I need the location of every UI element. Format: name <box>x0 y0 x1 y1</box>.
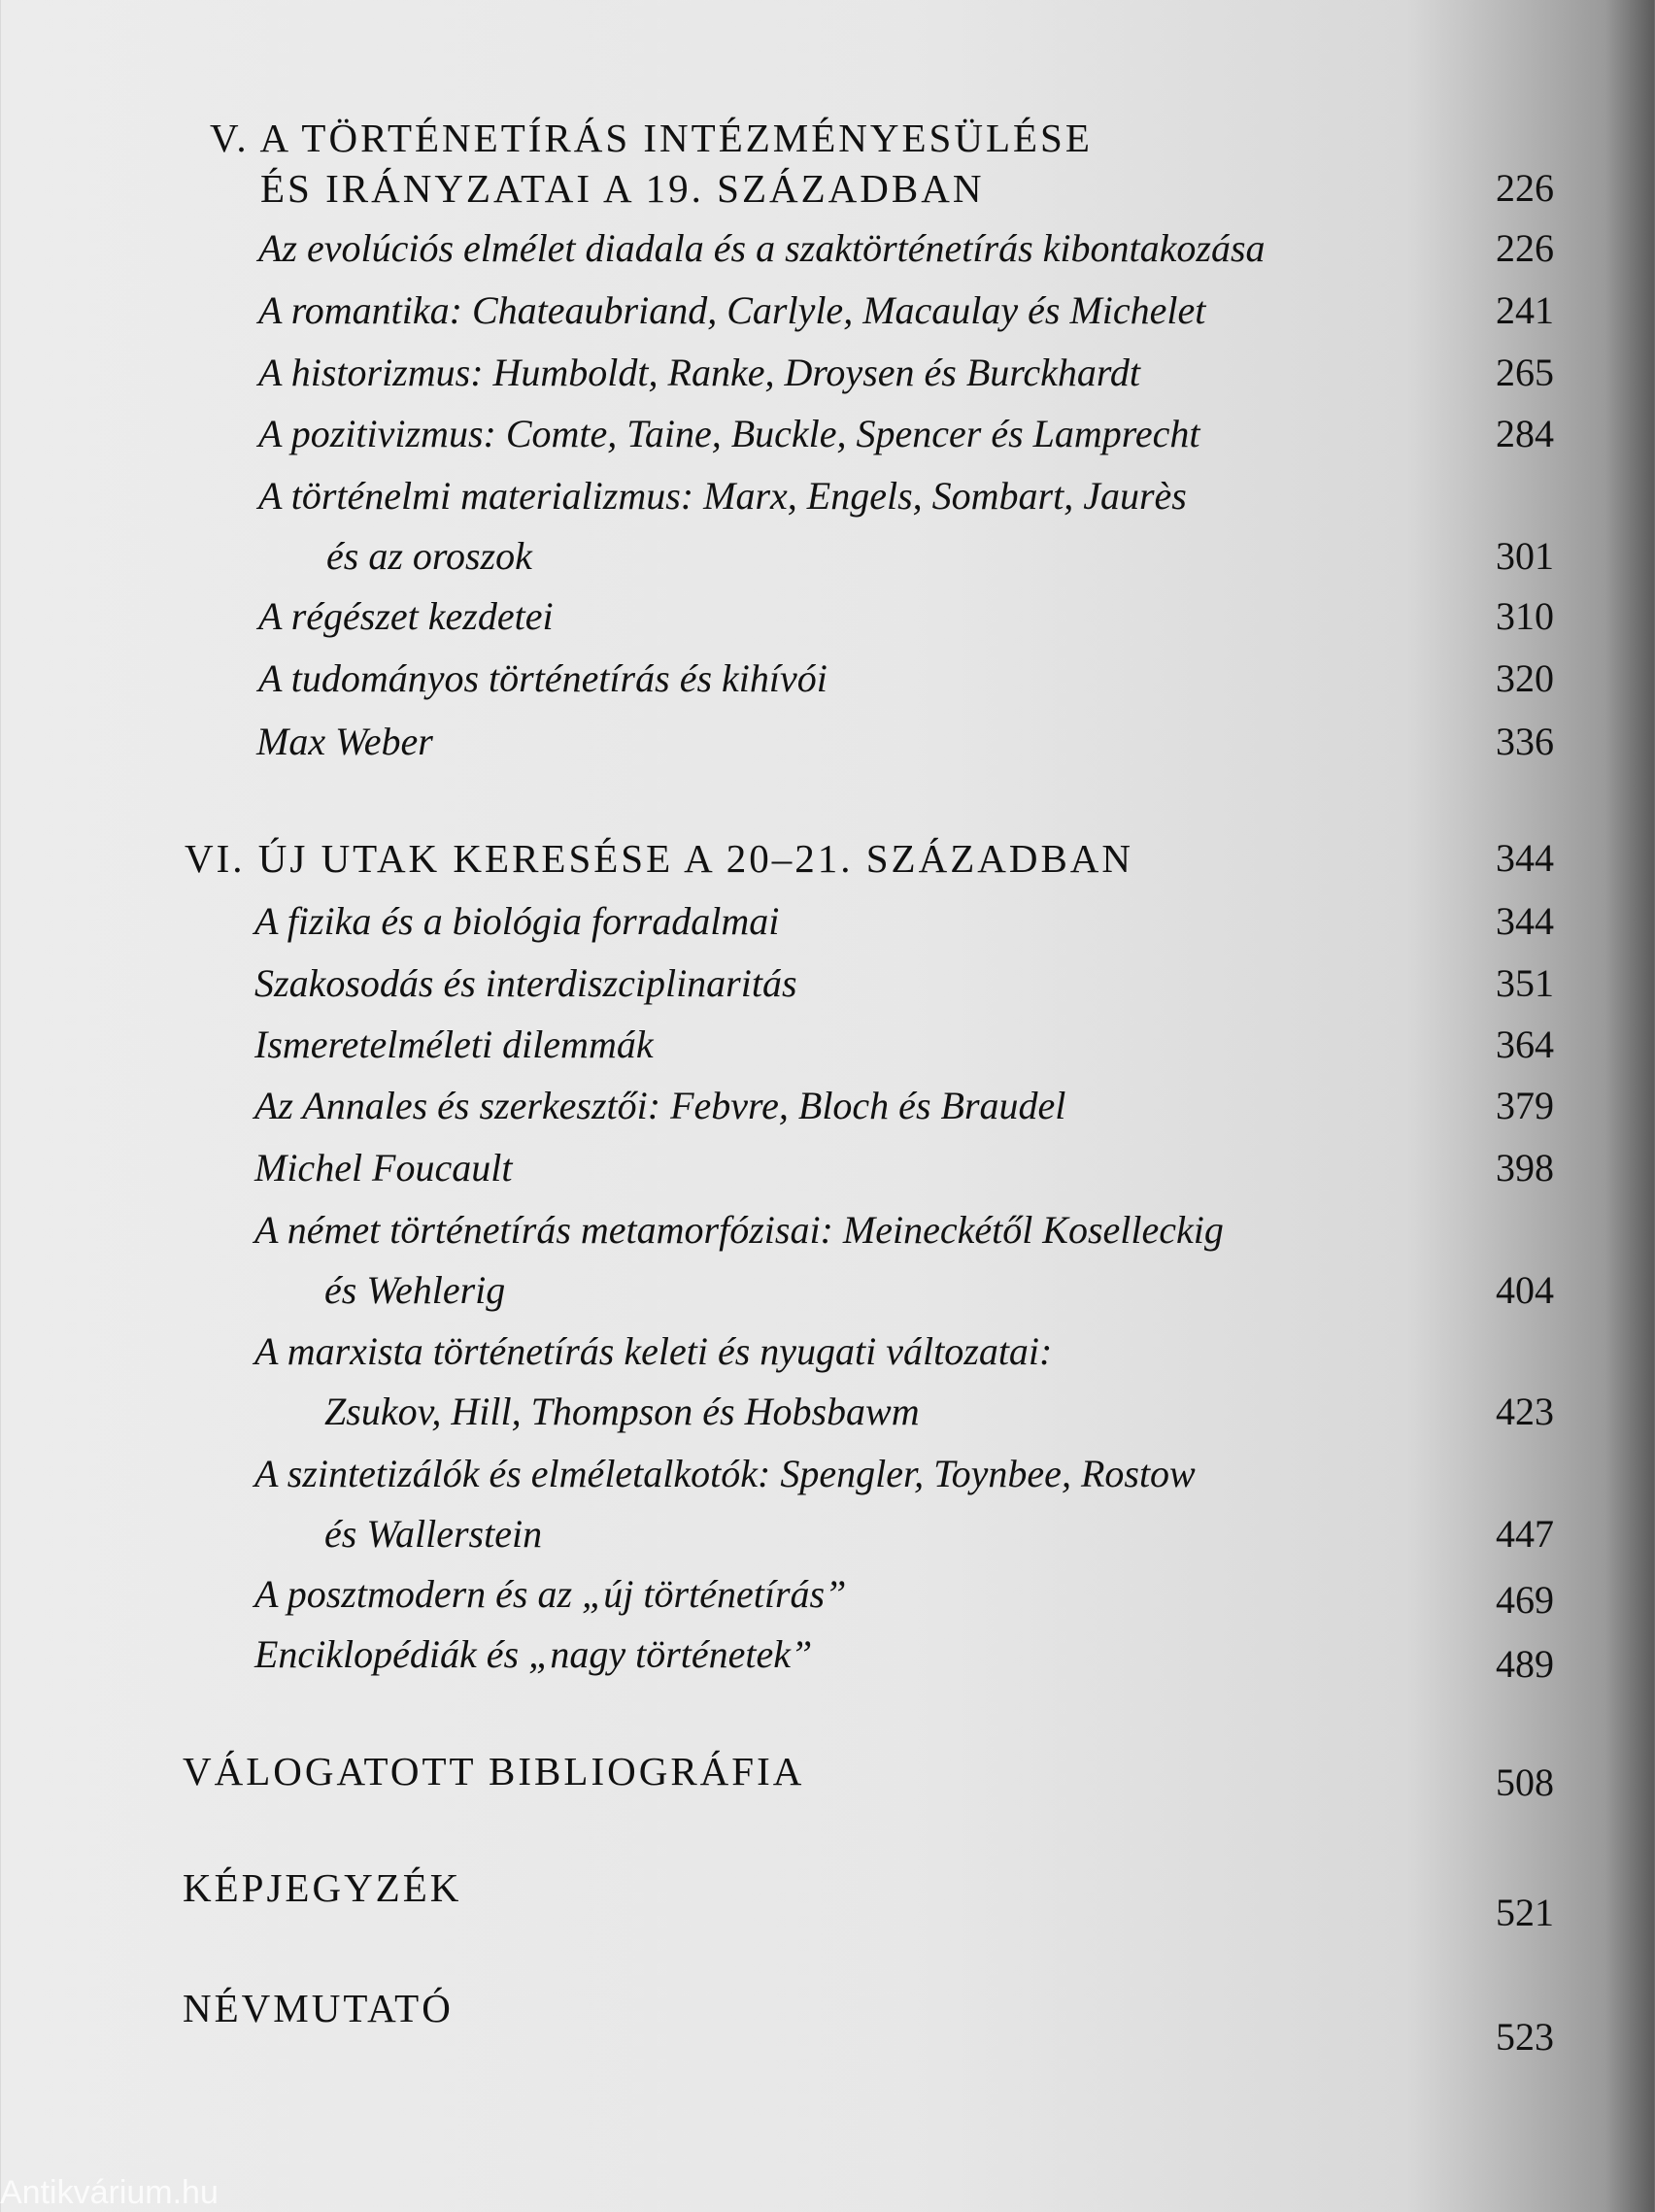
page-number: 489 <box>1496 1642 1554 1686</box>
entry-title: Enciklopédiák és „nagy történetek” <box>254 1632 813 1676</box>
entry-title-continuation: és Wehlerig <box>324 1268 506 1312</box>
toc-section-heading <box>0 115 1655 173</box>
entry-title: A szintetizálók és elméletalkotók: Spengler, Toynbee, Rostow <box>254 1452 1196 1495</box>
back-matter-title: NÉVMUTATÓ <box>183 1986 454 2030</box>
toc-back-matter-entry <box>0 1748 1655 1806</box>
toc-entry <box>0 655 1655 714</box>
toc-entry <box>0 960 1655 1019</box>
page-number: 508 <box>1496 1760 1554 1804</box>
entry-title: A régészet kezdetei <box>258 594 554 638</box>
toc-entry <box>0 1451 1655 1509</box>
page-number: 320 <box>1496 656 1554 700</box>
entry-title: Michel Foucault <box>254 1146 513 1190</box>
toc-back-matter-entry <box>0 1864 1655 1934</box>
toc-entry-continuation <box>0 1267 1655 1325</box>
entry-title: A historizmus: Humboldt, Ranke, Droysen és Burckhardt <box>258 351 1141 394</box>
toc-entry <box>0 1328 1655 1387</box>
entry-title: A német történetírás metamorfózisai: Meineckétől Koselleckig <box>254 1208 1224 1252</box>
page-number: 226 <box>1496 226 1554 270</box>
toc-entry <box>0 1207 1655 1265</box>
toc-entry <box>0 287 1655 346</box>
toc-entry <box>0 1571 1655 1629</box>
entry-title: A posztmodern és az „új történetírás” <box>254 1572 847 1616</box>
page-number: 284 <box>1496 412 1554 455</box>
toc-entry <box>0 1022 1655 1080</box>
toc-entry <box>0 411 1655 469</box>
page-number: 344 <box>1496 836 1554 880</box>
entry-title: Max Weber <box>256 720 433 763</box>
toc-entry <box>0 898 1655 956</box>
entry-title: Az evolúciós elmélet diadala és a szaktörténetírás kibontakozása <box>258 226 1266 270</box>
back-matter-title: VÁLOGATOTT BIBLIOGRÁFIA <box>183 1749 805 1793</box>
page-number: 336 <box>1496 720 1554 763</box>
toc-entry <box>0 225 1655 284</box>
entry-title: A pozitivizmus: Comte, Taine, Buckle, Spencer és Lamprecht <box>258 412 1200 455</box>
entry-title-continuation: és az oroszok <box>326 534 532 578</box>
toc-entry-continuation <box>0 1389 1655 1447</box>
toc-entry <box>0 1631 1655 1690</box>
page-number: 301 <box>1496 534 1554 578</box>
entry-title: A fizika és a biológia forradalmai <box>254 899 780 943</box>
watermark-text: Antikvárium.hu <box>0 2174 219 2211</box>
section-title: ÉS IRÁNYZATAI A 19. SZÁZADBAN <box>260 166 985 211</box>
page-number: 265 <box>1496 351 1554 394</box>
toc-entry <box>0 1145 1655 1203</box>
page-number: 310 <box>1496 594 1554 638</box>
entry-title-continuation: és Wallerstein <box>324 1512 543 1556</box>
toc-section-heading <box>0 165 1655 223</box>
toc-section-heading <box>0 835 1655 893</box>
toc-entry <box>0 593 1655 652</box>
section-title: V. A TÖRTÉNETÍRÁS INTÉZMÉNYESÜLÉSE <box>210 116 1093 160</box>
section-title: VI. ÚJ UTAK KERESÉSE A 20–21. SZÁZADBAN <box>185 836 1134 881</box>
toc-entry <box>0 350 1655 408</box>
page-number: 521 <box>1496 1891 1554 1934</box>
back-matter-title: KÉPJEGYZÉK <box>183 1865 462 1910</box>
entry-title: A tudományos történetírás és kihívói <box>258 656 828 700</box>
page-number: 344 <box>1496 899 1554 943</box>
page-number: 241 <box>1496 288 1554 332</box>
entry-title: A történelmi materializmus: Marx, Engels, Sombart, Jaurès <box>258 474 1187 518</box>
toc-back-matter-entry <box>0 1985 1655 2059</box>
toc-entry-continuation <box>0 1511 1655 1569</box>
page-number: 364 <box>1496 1022 1554 1066</box>
toc-entry <box>0 719 1655 777</box>
page-number: 404 <box>1496 1268 1554 1312</box>
entry-title: Szakosodás és interdiszciplinaritás <box>254 961 797 1005</box>
toc-entry <box>0 1083 1655 1141</box>
entry-title-continuation: Zsukov, Hill, Thompson és Hobsbawm <box>324 1390 920 1433</box>
page-number: 523 <box>1496 2015 1554 2059</box>
entry-title: A marxista történetírás keleti és nyugati változatai: <box>254 1329 1053 1373</box>
entry-title: Ismeretelméleti dilemmák <box>254 1022 654 1066</box>
page-number: 379 <box>1496 1084 1554 1127</box>
toc-entry <box>0 473 1655 531</box>
page-number: 447 <box>1496 1512 1554 1556</box>
page-number: 351 <box>1496 961 1554 1005</box>
entry-title: Az Annales és szerkesztői: Febvre, Bloch és Braudel <box>254 1084 1066 1127</box>
entry-title: A romantika: Chateaubriand, Carlyle, Macaulay és Michelet <box>258 288 1206 332</box>
page-number: 226 <box>1496 166 1554 210</box>
toc-entry-continuation <box>0 533 1655 591</box>
page-number: 423 <box>1496 1390 1554 1433</box>
page-number: 398 <box>1496 1146 1554 1190</box>
page-number: 469 <box>1496 1578 1554 1622</box>
